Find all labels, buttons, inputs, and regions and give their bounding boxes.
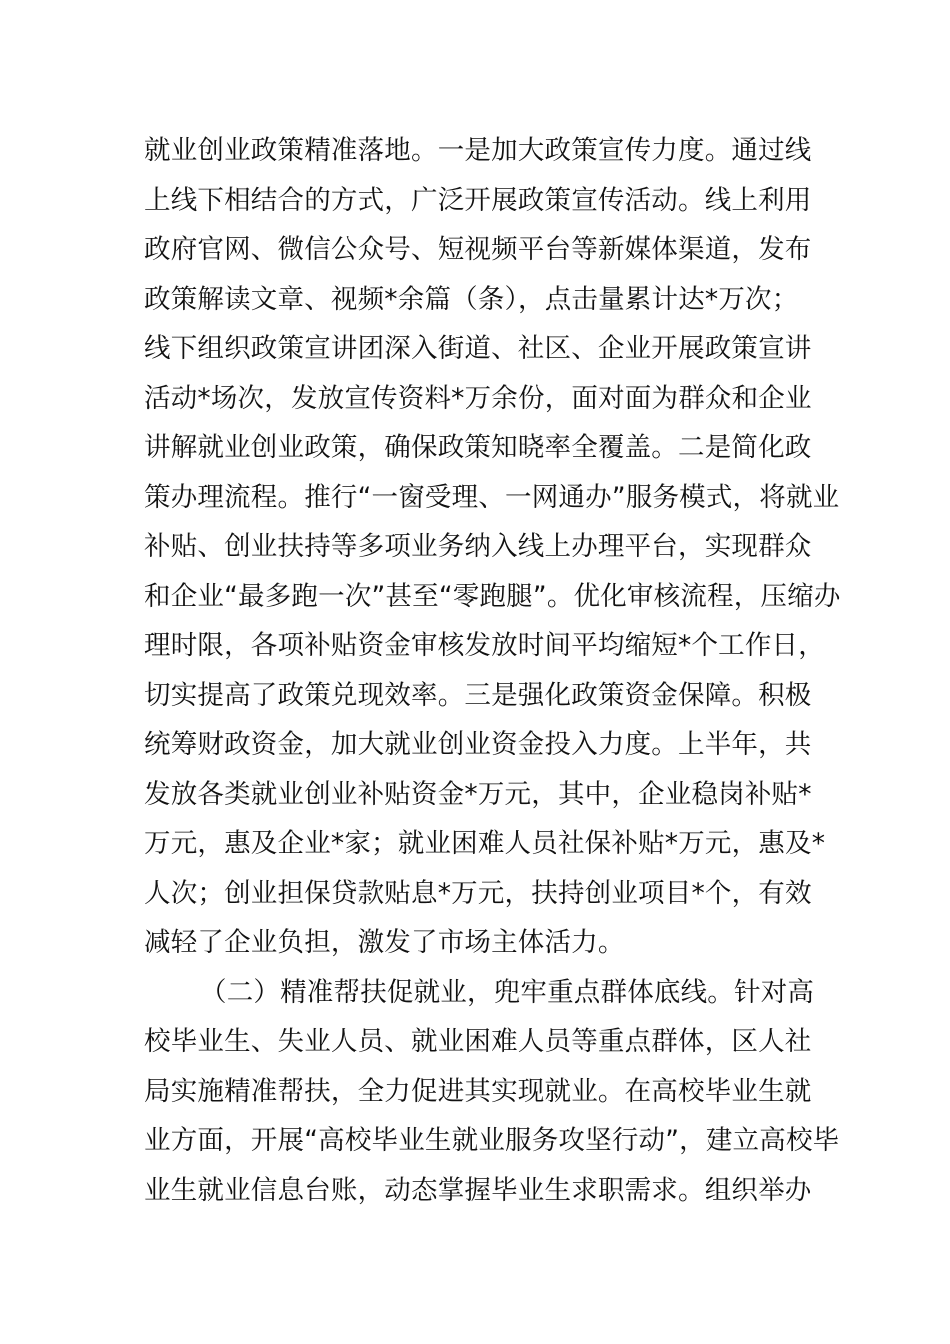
- text-line-20: 局实施精准帮扶，全力促进其实现就业。在高校毕业生就: [144, 1075, 812, 1107]
- text-line-11: 理时限，各项补贴资金审核发放时间平均缩短*个工作日，: [144, 630, 825, 661]
- text-line-15: 万元，惠及企业*家；就业困难人员社保补贴*万元，惠及*: [144, 828, 826, 859]
- text-line-21: 业方面，开展“高校毕业生就业服务攻坚行动”，建立高校毕: [144, 1125, 840, 1156]
- text-line-12: 切实提高了政策兑现效率。三是强化政策资金保障。积极: [144, 679, 812, 711]
- text-line-17: 减轻了企业负担，激发了市场主体活力。: [144, 927, 625, 958]
- text-line-4: 政策解读文章、视频*余篇（条），点击量累计达*万次；: [144, 283, 799, 315]
- text-line-7: 讲解就业创业政策，确保政策知晓率全覆盖。二是简化政: [144, 432, 812, 463]
- text-line-3: 政府官网、微信公众号、短视频平台等新媒体渠道，发布: [144, 234, 812, 265]
- text-line-2: 上线下相结合的方式，广泛开展政策宣传活动。线上利用: [144, 184, 812, 216]
- text-line-19: 校毕业生、失业人员、就业困难人员等重点群体，区人社: [144, 1026, 812, 1057]
- text-line-13: 统筹财政资金，加大就业创业资金投入力度。上半年，共: [144, 729, 812, 760]
- text-line-9: 补贴、创业扶持等多项业务纳入线上办理平台，实现群众: [144, 531, 812, 562]
- text-line-8: 策办理流程。推行“一窗受理、一网通办”服务模式，将就业: [144, 481, 840, 513]
- text-line-5: 线下组织政策宣讲团深入街道、社区、企业开展政策宣讲: [144, 333, 812, 364]
- text-line-22: 业生就业信息台账，动态掌握毕业生求职需求。组织举办: [144, 1174, 812, 1206]
- text-line-6: 活动*场次，发放宣传资料*万余份，面对面为群众和企业: [144, 382, 812, 414]
- text-line-14: 发放各类就业创业补贴资金*万元，其中，企业稳岗补贴*: [144, 778, 812, 810]
- text-line-16: 人次；创业担保贷款贴息*万元，扶持创业项目*个，有效: [144, 877, 812, 909]
- text-line-10: 和企业“最多跑一次”甚至“零跑腿”。优化审核流程，压缩办: [144, 580, 841, 612]
- text-line-1: 就业创业政策精准落地。一是加大政策宣传力度。通过线: [144, 135, 812, 166]
- body-text: [144, 126, 841, 1215]
- section-heading-line: （二）精准帮扶促就业，兜牢重点群体底线。针对高: [200, 976, 815, 1008]
